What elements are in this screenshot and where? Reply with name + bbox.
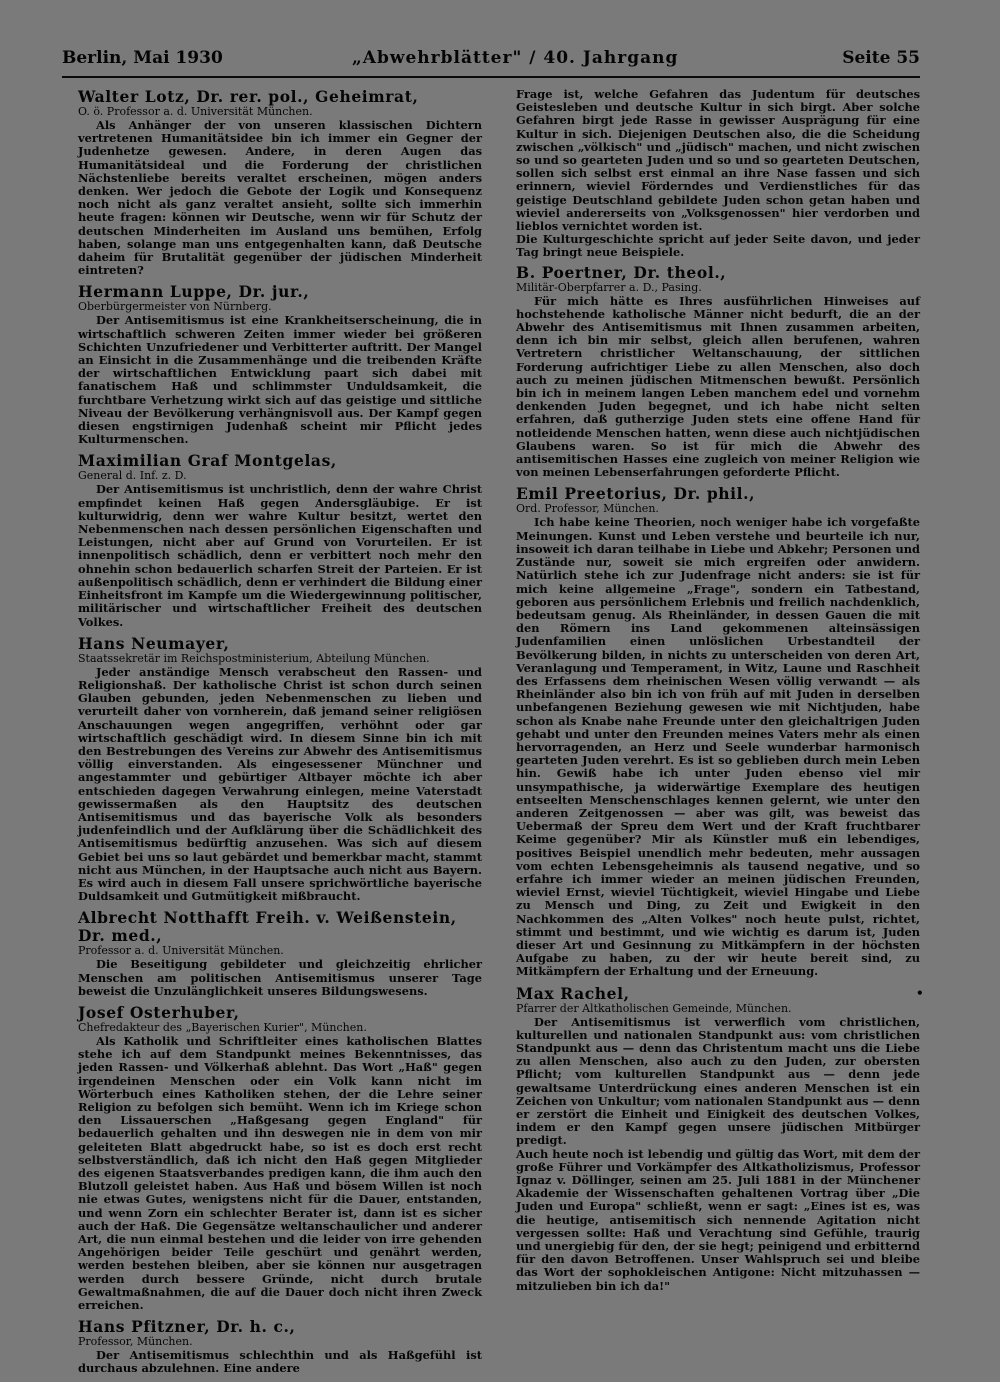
- author-role: O. ö. Professor a. d. Universität München.: [78, 105, 313, 118]
- statement-text: Jeder anständige Mensch verabscheut den Rassen- und Religionshaß. Der katholische Christ ist schon durch seinen Glauben gebunden, jeden Nebenmenschen zu lieben und verurteilt daher von vornherein, daß jemand seiner religiösen Anschauungen wegen angegriffen, verhöhnt oder gar wirtschaftlich geschädigt wird. In diesem Sinne bin ich mit den Bestrebungen des Vereins zur Abwehr des Antisemitismus völlig einverstanden. Als eingesessener Münchner und angestammter und gebürtiger Altbayer möchte ich aber entschieden dagegen Verwahrung einlegen, meine Vaterstadt gewissermaßen als den Hauptsitz des deutschen Antisemitismus und das bayerische Volk als besonders judenfeindlich und der Aufklärung über die Schädlichkeit des Antisemitismus bedürftig anzusehen. Was sich auf diesem Gebiet bei uns so laut gebärdet und bemerkbar macht, stammt nicht aus München, in der Hauptsache auch nicht aus Bayern. Es wird auch in diesem Fall unsere sprichwörtliche bayerische Duldsamkeit und Gutmütigkeit mißbraucht.: [78, 664, 482, 904]
- right-column: [516, 88, 920, 1299]
- statement-text: Der Antisemitismus ist unchristlich, denn der wahre Christ empfindet keinen Haß gegen Andersgläubige. Er ist kulturwidrig, denn wer wahre Kultur besitzt, wertet den Nebenmenschen nach dessen persönlichen Eigenschaften und Leistungen, nicht aber auf Grund von Vorurteilen. Er ist innenpolitisch schädlich, denn er verbittert noch mehr den ohnehin schon bedauerlich scharfen Streit der Parteien. Er ist außenpolitisch schädlich, denn er verhindert die Bildung einer Einheitsfront im Kampfe um die Wiedergewinnung politischer, militärischer und wirtschaftlicher Freiheit des deutschen Volkes.: [78, 482, 482, 629]
- author-name: Hans Neumayer,: [78, 633, 230, 653]
- author-name: Hans Pfitzner, Dr. h. c.,: [78, 1317, 296, 1337]
- author-role: Professor a. d. Universität München.: [78, 944, 284, 958]
- header-publication: „Abwehrblätter" / 40. Jahrgang: [352, 48, 679, 68]
- author-name: Josef Osterhuber,: [78, 1002, 240, 1022]
- statement-entry: [78, 909, 482, 998]
- continued-statement-text: Frage ist, welche Gefahren das Judentum für deutsches Geistesleben und deutsche Kultur in sich birgt. Aber solche Gefahren birgt jede Rasse in gewisser Ausprägung für eine Kultur in sich. Diejenigen Deutschen also, die die Scheidung zwischen „völkisch" und „jüdisch" machen, und nicht zwischen so und so gearteten Juden und so und so gearteten Deutschen, sollen sich selbst erst einmal an ihre Nase fassen und sich erinnern, wieviel Förderndes und Verdienstliches für das geistige Deutschland gebildete Juden schon getan haben und wieviel andererseits von „Volksgenossen" hier verdorben und lieblos vernichtet worden ist. Die Kulturgeschichte spricht auf jeder Seite davon, und jeder Tag bringt neue Beispiele.: [516, 87, 920, 260]
- statement-text: Der Antisemitismus schlechthin und als Haßgefühl ist durchaus abzulehnen. Eine andere: [78, 1348, 482, 1376]
- header-place-date: Berlin, Mai 1930: [62, 48, 223, 68]
- statement-text: Ich habe keine Theorien, noch weniger habe ich vorgefaßte Meinungen. Kunst und Leben verstehe und beurteile ich nur, insoweit ich daran teilhabe in Liebe und Abkehr; Personen und Zustände nur, soweit sie mich ergreifen oder anwidern. Natürlich stehe ich zur Judenfrage nicht anders: sie ist für mich keine allgemeine „Frage", sondern ein Tatbestand, geboren aus persönlichem Erlebnis und freilich nachdenklich, bedeutsam genug. Als Rheinländer, in dessen Gauen die mit den Römern ins Land gekommenen alteinsässigen Judenfamilien einen unlöslichen Urbestandteil der Bevölkerung bilden, in nichts zu unterscheiden von deren Art, Veranlagung und Temperament, in Witz, Laune und Raschheit des Erfassens dem rheinischen Wesen völlig verwandt — als Rheinländer also bin ich von früh auf mit Juden in derselben unbefangenen Beziehung gewesen wie mit Nichtjuden, habe schon als Knabe nahe Freunde unter den gleichaltrigen Juden gehabt und unter den Freunden meines Vaters mehr als einen hervorragenden, an Herz und Seele wunderbar harmonisch gearteten Juden verehrt. Es ist so geblieben durch mein Leben hin. Gewiß habe ich unter Juden ebenso viel mir unsympathische, ja widerwärtige Exemplare des heutigen entseelten Menschenschlages kennen gelernt, wie unter den anderen Zeitgenossen — aber was gilt, was beweist das Uebermaß der Spreu dem Wert und der Kraft fruchtbarer Keime gegenüber? Mir als Künstler muß ein lebendiges, positives Beispiel unendlich mehr bedeuten, mehr aussagen vom echten Lebensgeheimnis als tausend negative, und so erfahre ich immer wieder an meinen jüdischen Freunden, wieviel Ernst, wieviel Tüchtigkeit, wieviel Hingabe und Liebe zu Mensch und Ding, zu Zeit und Ewigkeit in den Nachkommen des „Alten Volkes" noch heute pulst, richtet, stimmt und bestimmt, und wie wichtig es darum ist, Juden dieser Art und Gesinnung zu Mitkämpfern in der höchsten Aufgabe zu haben, zu der wir heute bereit sind, zu Mitkämpfern der Erhaltung und der Erneuung.: [516, 515, 920, 979]
- author-name: Albrecht Notthafft Freih. v. Weißenstein, Dr. med.,: [78, 908, 457, 946]
- statement-text: Die Beseitigung gebildeter und gleichzeitig ehrlicher Menschen am politischen Antisemitismus unserer Tage beweist die Unzulänglichkeit unseres Bildungswesens.: [78, 957, 482, 998]
- statement-entry: [78, 1318, 482, 1375]
- author-role: Ord. Professor, München.: [516, 502, 659, 516]
- statement-entry: [78, 283, 482, 446]
- author-role: Chefredakteur des „Bayerischen Kurier", München.: [78, 1020, 367, 1034]
- author-name: B. Poertner, Dr. theol.,: [516, 262, 727, 282]
- statement-text: Für mich hätte es Ihres ausführlichen Hinweises auf hochstehende katholische Männer nicht bedurft, die an der Abwehr des Antisemitismus mit Ihnen zusammen arbeiten, denn ich bin mir selbst, gleich allen berufenen, wahren Vertretern christlicher Weltanschauung, der sittlichen Forderung aufrichtiger Liebe zu allen Menschen, also doch auch zu meinen jüdischen Mitmenschen bewußt. Persönlich bin ich in meinem langen Leben manchem edel und vornehm denkenden Juden begegnet, und ich habe nicht selten erfahren, daß gutherzige Juden stets eine offene Hand für notleidende Menschen hatten, wenn diese auch nichtjüdischen Glaubens waren. So ist für mich die Abwehr des antisemitischen Hasses eine zugleich von meiner Religion wie von meinen Lebenserfahrungen geforderte Pflicht.: [516, 293, 920, 480]
- left-column: [78, 88, 482, 1382]
- statement-entry: [78, 452, 482, 628]
- statement-text: Der Antisemitismus ist verwerflich vom christlichen, kulturellen und nationalen Standpunkt aus: vom christlichen Standpunkt aus — denn das Christentum macht uns die Liebe zu allen Menschen, also auch zu den Juden, zur obersten Pflicht; vom kulturellen Standpunkt aus — denn jede gewaltsame Unterdrückung eines anderen Menschen ist ein Zeichen von Unkultur; vom nationalen Standpunkt aus — denn er zerstört die Einheit und Einigkeit des deutschen Volkes, indem er den Kampf gegen unsere jüdischen Mitbürger predigt. Auch heute noch ist lebendig und gültig das Wort, mit dem der große Führer und Vorkämpfer des Altkatholizismus, Professor Ignaz v. Döllinger, seinen am 25. Juli 1881 in der Münchener Akademie der Wissenschaften gehaltenen Vortrag über „Die Juden und Europa" schließt, wenn er sagt: „Eines ist es, was die heutige, antisemitisch sich nennende Agitation nicht vergessen sollte: Haß und Verachtung sind Gefühle, traurig und unergiebig für den, der sie hegt; peinigend und erbitternd für den davon Betroffenen. Unser Wahlspruch sei und bleibe das Wort der sophokleischen Antigone: Nicht mitzuhassen — mitzulieben bin ich da!": [516, 1014, 920, 1293]
- statement-entry: [78, 88, 482, 277]
- statement-entry: [78, 1004, 482, 1312]
- author-name: Walter Lotz, Dr. rer. pol., Geheimrat,: [78, 87, 419, 106]
- statement-entry: [78, 635, 482, 904]
- author-role: Staatssekretär im Reichspostministerium, Abteilung München.: [78, 651, 430, 665]
- author-role: Oberbürgermeister von Nürnberg.: [78, 300, 272, 314]
- author-role: Pfarrer der Altkatholischen Gemeinde, München.: [516, 1001, 792, 1015]
- statement-text: Der Antisemitismus ist eine Krankheitserscheinung, die in wirtschaftlich schweren Zeiten immer wieder bei größeren Schichten Unzufriedener und Verbitterter auftritt. Der Mangel an Einsicht in die Zusammenhänge und die treibenden Kräfte der wirtschaftlichen Entwicklung paart sich dabei mit fanatischem Haß und schlimmster Unduldsamkeit, die furchtbare Verhetzung wirkt sich auf das geistige und sittliche Niveau der Bevölkerung verhängnisvoll aus. Der Kampf gegen diesen engstirnigen Judenhaß scheint mir Pflicht jedes Kulturmenschen.: [78, 313, 482, 447]
- statement-text: Als Katholik und Schriftleiter eines katholischen Blattes stehe ich auf dem Standpunkt meines Bekenntnisses, das jeden Rassen- und Völkerhaß ablehnt. Das Wort „Haß" gegen irgendeinen Menschen oder ein Volk kann nicht im Wörterbuch eines Katholiken stehen, der die Lehre seiner Religion zu befolgen sich bemüht. Wenn ich im Kriege schon den Lissauerschen „Haßgesang gegen England" für bedauerlich gehalten und ihn deswegen nie in dem von mir geleiteten Blatt abgedruckt habe, so ist es doch erst recht selbstverständlich, daß ich nicht den Haß gegen Mitglieder des eigenen Staatsverbandes predigen kann, die ihm auch den Blutzoll geleistet haben. Aus Haß und bösem Willen ist noch nie etwas Gutes, wenigstens nicht für die Dauer, entstanden, und wenn Zorn ein schlechter Berater ist, dann ist es sicher auch der Haß. Die Gegensätze weltanschaulicher und anderer Art, die nun einmal bestehen und die leider von irre gehenden Angehörigen beider Teile geschürt und genährt werden, werden bestehen bleiben, aber sie können nur ausgetragen werden durch bessere Gründe, nicht durch brutale Gewaltmaßnahmen, die auf die Dauer doch nicht ihren Zweck erreichen.: [78, 1033, 482, 1313]
- author-name: Maximilian Graf Montgelas,: [78, 451, 337, 471]
- author-role: Militär-Oberpfarrer a. D., Pasing.: [516, 280, 702, 294]
- stray-print-mark: •: [916, 986, 924, 1000]
- statement-entry: [516, 985, 920, 1293]
- author-name: Emil Preetorius, Dr. phil.,: [516, 484, 756, 504]
- statement-text: Als Anhänger der von unseren klassischen Dichtern vertretenen Humanitätsidee bin ich immer ein Gegner der Judenhetze gewesen. Andere, in deren Augen das Humanitätsideal und die Forderung der christlichen Nächstenliebe bereits veraltet erscheinen, mögen anders denken. Wer jedoch die Gebote der Logik und Konsequenz noch nicht als ganz veraltet ansieht, sollte sich immerhin heute fragen: können wir Deutsche, wenn wir für Schutz der deutschen Minderheiten im Ausland uns bemühen, Erfolg haben, solange man uns entgegenhalten kann, daß Deutsche daheim für Brutalität gegenüber der jüdischen Minderheit eintreten?: [78, 118, 482, 278]
- page-header: [62, 48, 920, 72]
- author-role: Professor, München.: [78, 1335, 193, 1349]
- author-name: Hermann Luppe, Dr. jur.,: [78, 282, 310, 302]
- header-rule: [62, 76, 920, 78]
- statement-entry: [516, 485, 920, 978]
- statement-entry: [516, 264, 920, 480]
- author-name: Max Rachel,: [516, 983, 630, 1003]
- author-role: General d. Inf. z. D.: [78, 469, 187, 483]
- header-page-number: Seite 55: [842, 48, 920, 68]
